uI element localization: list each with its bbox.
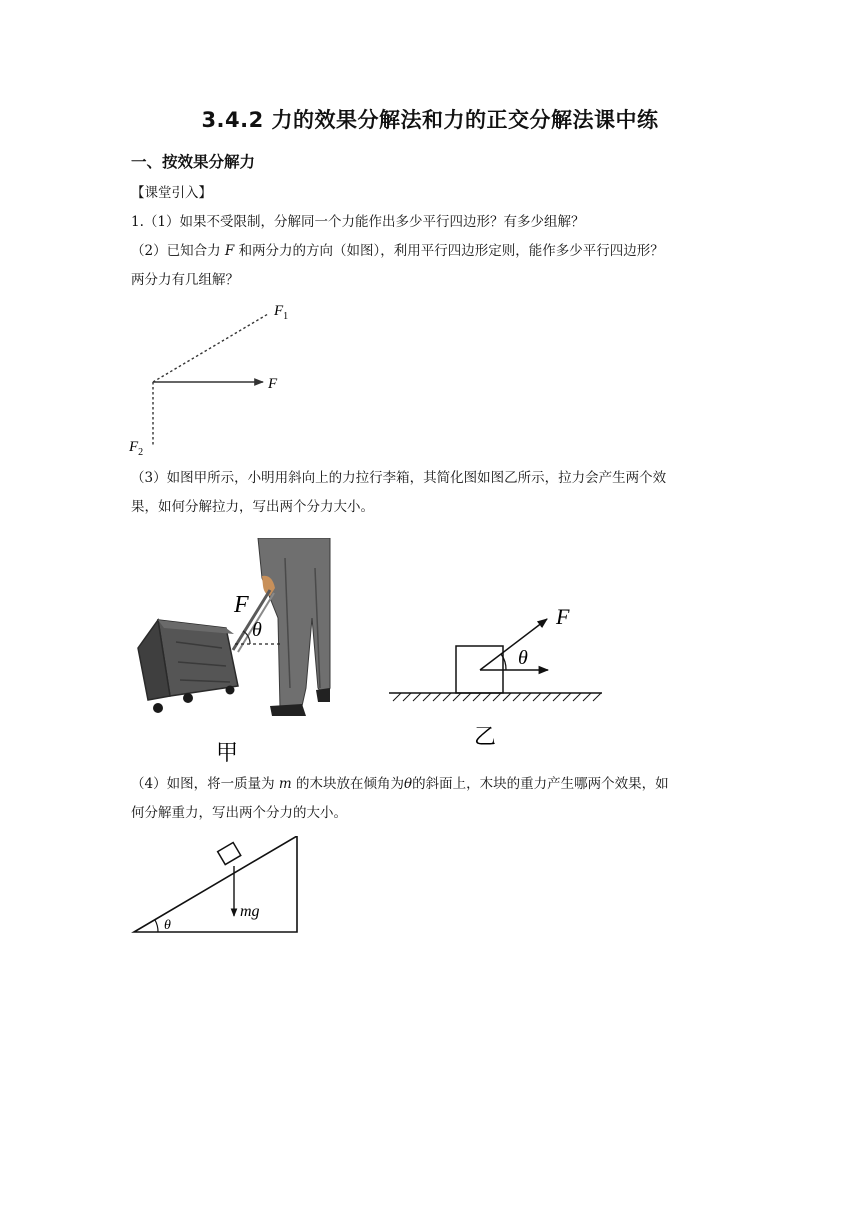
block-diagram-figure <box>385 598 610 753</box>
figure-caption-yi: 乙 <box>474 725 497 750</box>
angle-symbol: θ <box>404 776 413 792</box>
q-text: 和两分力的方向（如图），利用平行四边形定则，能作多少平行四边形？ <box>238 243 664 259</box>
force-symbol: F <box>224 243 235 259</box>
question-1-2-line1 <box>131 241 664 261</box>
luggage-photo-figure <box>130 538 340 766</box>
section-heading: 一、按效果分解力 <box>131 153 256 171</box>
q-text: （2）已知合力 <box>131 243 221 259</box>
q-text: （4）如图，将一质量为 <box>131 776 275 792</box>
incline-triangle <box>134 836 297 932</box>
force-label: F <box>556 604 570 629</box>
angle-label: θ <box>518 647 528 669</box>
block-on-incline <box>218 843 241 865</box>
page-title: 3.4.2 力的效果分解法和力的正交分解法课中练 <box>201 108 659 132</box>
q-text: 的斜面上，木块的重力产生哪两个效果，如 <box>412 776 669 792</box>
incline-figure <box>128 836 308 940</box>
question-1-2-line2: 两分力有几组解？ <box>131 272 239 288</box>
person-shoe <box>270 704 306 716</box>
q-text: 的木块放在倾角为 <box>296 776 404 792</box>
angle-label: θ <box>252 619 262 641</box>
gravity-label: mg <box>240 903 260 920</box>
force-label: F <box>234 592 249 618</box>
intro-tag: 【课堂引入】 <box>131 185 212 201</box>
figure-caption-jia: 甲 <box>216 741 239 766</box>
question-1-4-line2: 何分解重力，写出两个分力的大小。 <box>131 805 347 821</box>
mass-symbol: m <box>278 776 292 792</box>
f2-label: $F_2$ <box>129 439 144 458</box>
pull-force-arrow <box>480 619 547 670</box>
force-direction-figure <box>120 296 310 462</box>
angle-label: θ <box>164 918 171 933</box>
question-1-3-line2: 果，如何分解拉力，写出两个分力大小。 <box>131 499 374 515</box>
resultant-label: F <box>268 376 278 392</box>
f1-direction-line <box>153 314 268 382</box>
question-1-3-line1: （3）如图甲所示，小明用斜向上的力拉行李箱，其简化图如图乙所示，拉力会产生两个效 <box>131 470 667 486</box>
suitcase <box>138 620 238 713</box>
question-1-4-line1 <box>131 774 669 794</box>
ground-hatching <box>393 693 601 701</box>
question-1-1: 1.（1）如果不受限制，分解同一个力能作出多少平行四边形？有多少组解？ <box>131 214 585 230</box>
f1-label: $F_1$ <box>274 303 289 322</box>
